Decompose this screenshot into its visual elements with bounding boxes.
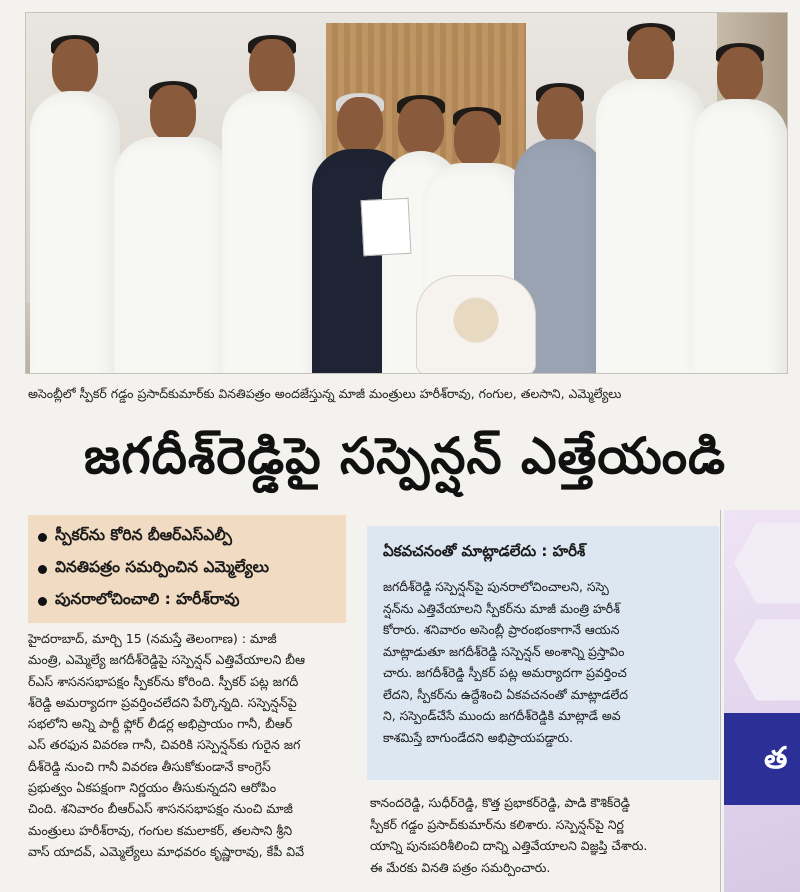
photo-caption: అసెంబ్లీలో స్పీకర్ గడ్డం ప్రసాద్‌కుమార్‌కు వినతిపత్రం అందజేస్తున్న మాజీ మంత్రులు హరీశ్‌రావు, గంగుల, తలసాని, ఎమ్మెల్యేలు (28, 386, 622, 401)
bullet-icon (38, 565, 47, 574)
column-divider (720, 510, 721, 892)
body-line: స్పీకర్ గడ్డం ప్రసాద్‌కుమార్‌ను కలిశారు. సస్పెన్షన్‌పై నిర్ణ (370, 816, 624, 832)
body-line: సభలోని అన్ని పార్టీ ఫ్లోర్ లీడర్ల అభిప్రాయం గానీ, బీఆర్ (28, 716, 293, 732)
highlight-item: పునరాలోచించాలి : హరీశ్‌రావు (38, 585, 336, 617)
sidebar-line: న్షన్‌ను ఎత్తివేయాలని స్పీకర్‌ను మాజీ మంత్రి హరీశ్ (383, 600, 620, 616)
sidebar-line: కోరారు. శనివారం అసెంబ్లీ ప్రారంభంకాగానే ఆయన (383, 622, 620, 637)
body-line: వాస్ యాదవ్, ఎమ్మెల్యేలు మాధవరం కృష్ణారావు, కేపీ వివే (28, 843, 305, 859)
sidebar-line: లేదని, స్పీకర్‌ను ఉద్దేశించి ఏకవచనంతో మాట్లాడలేద (383, 686, 629, 702)
sidebar-box (367, 526, 719, 780)
person-1 (30, 39, 120, 374)
body-line: ర్‌ఎస్ శాసనసభాపక్షం స్పీకర్‌ను కోరింది. స్పీకర్ పట్ల జగదీ (28, 673, 299, 689)
body-line: చింది. శనివారం బీఆర్‌ఎస్ శాసనసభాపక్షం నుంచి మాజీ (28, 801, 293, 817)
person-2 (114, 85, 232, 374)
article-continued (370, 792, 722, 888)
sidebar-line: జగదీశ్‌రెడ్డి సస్పెన్షన్‌పై పునరాలోచించాలని, సస్పె (383, 579, 609, 594)
body-line: ఈ మేరకు వినతి పత్రం సమర్పించారు. (370, 859, 551, 875)
sidebar-line: కాశమిస్తే బాగుండేదని అభిప్రాయపడ్డారు. (383, 729, 574, 745)
highlights-box (28, 515, 346, 623)
body-line: హైదరాబాద్, మార్చి 15 (నమస్తే తెలంగాణ) : మాజీ (28, 631, 277, 646)
advertisement (724, 510, 800, 892)
body-line: శ్‌రెడ్డి అమర్యాదగా ప్రవర్తించలేదని పేర్కొన్నది. సస్పెన్షన్‌పై (28, 694, 297, 710)
news-photo (25, 12, 788, 374)
person-8 (596, 27, 706, 374)
hexagon-graphic (734, 518, 800, 608)
sidebar-title: ఏకవచనంతో మాట్లాడలేదు : హరీశ్ (383, 542, 586, 560)
body-line: ఎస్ తరఫున వివరణ గానీ, చివరికి సస్పెన్షన్‌కు గురైన జగ (28, 737, 301, 753)
sidebar-line: ని, సస్పెండ్‌చేసే ముందు జగదీశ్‌రెడ్డికి మాట్లాడే అవ (383, 708, 621, 723)
person-3 (222, 39, 322, 374)
body-line: మంత్రులు హరీశ్‌రావు, గంగుల కమలాకర్, తలసాని శ్రీని (28, 822, 293, 838)
sidebar-line: చారు. జగదీశ్‌రెడ్డి స్పీకర్ పట్ల అమర్యాదగా ప్రవర్తించ (383, 665, 627, 680)
body-line: ప్రభుత్వం ఏకపక్షంగా నిర్ణయం తీసుకున్నదని ఆరోపిం (28, 780, 277, 796)
headline: జగదీశ్‌రెడ్డిపై సస్పెన్షన్ ఎత్తేయండి (83, 427, 727, 485)
article-body (28, 628, 364, 888)
ad-band: త (724, 713, 800, 805)
speaker-chair (416, 275, 536, 374)
hexagon-graphic (734, 615, 800, 705)
highlight-item: వినతిపత్రం సమర్పించిన ఎమ్మెల్యేలు (38, 553, 336, 585)
body-line: మంత్రి, ఎమ్మెల్యే జగదీశ్‌రెడ్డిపై సస్పెన్షన్ ఎత్తివేయాలని బీఆ (28, 652, 306, 668)
body-line: యాన్ని పునఃపరిశీలించి దాన్ని ఎత్తివేయాలని విజ్ఞప్తి చేశారు. (370, 838, 648, 853)
bullet-icon (38, 597, 47, 606)
person-9 (692, 47, 788, 374)
bullet-icon (38, 533, 47, 542)
sidebar-line: మాట్లాడుతూ జగదీశ్‌రెడ్డి సస్పెన్షన్ అంశాన్ని ప్రస్తావిం (383, 643, 625, 659)
body-line: కానందరెడ్డి, సుధీర్‌రెడ్డి, కొత్త ప్రభాకర్‌రెడ్డి, పాడి కౌశిక్‌రెడ్డి (370, 795, 630, 810)
highlight-item: స్పీకర్‌ను కోరిన బీఆర్‌ఎస్‌ఎల్పీ (38, 521, 336, 553)
body-line: దీశ్‌రెడ్డి నుంచి గానీ వివరణ తీసుకోకుండానే కాంగ్రెస్ (28, 758, 271, 774)
petition-paper (361, 198, 412, 256)
